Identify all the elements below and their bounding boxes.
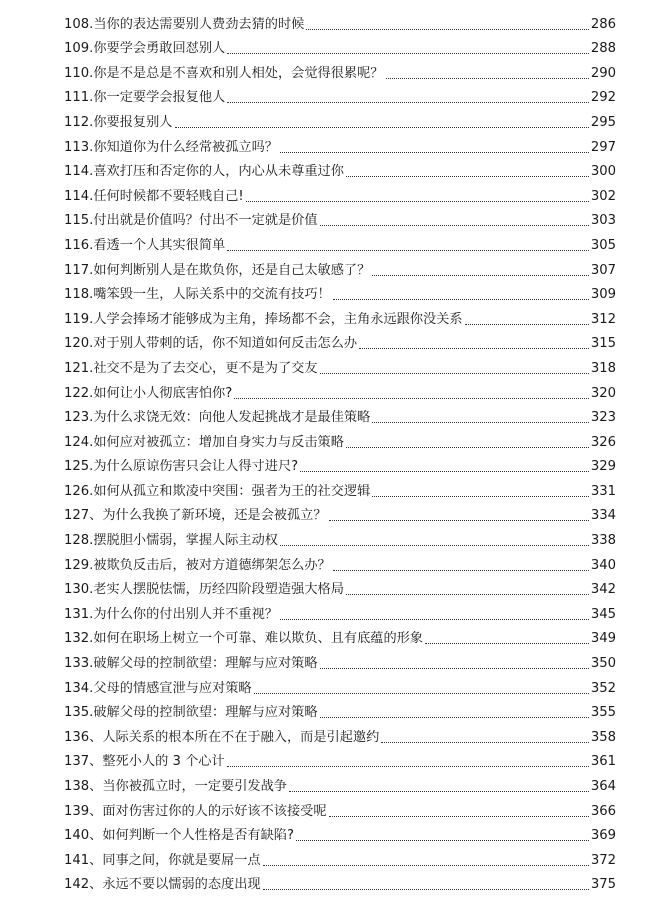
toc-entry[interactable] <box>64 180 616 205</box>
dot-leader <box>280 152 589 153</box>
dot-leader <box>227 53 589 54</box>
toc-entry-title: 120.对于别人带刺的话，你不知道如何反击怎么办 <box>64 336 358 352</box>
dot-leader <box>246 201 589 202</box>
toc-entry-page: 292 <box>590 90 616 106</box>
toc-entry[interactable] <box>64 721 616 746</box>
toc-entry-title: 119.人学会捧场才能够成为主角，捧场都不会，主角永远跟你没关系 <box>64 311 463 327</box>
toc-entry-title: 117.如何判断别人是在欺负你，还是自己太敏感了？ <box>64 262 371 278</box>
toc-entry[interactable] <box>64 697 616 722</box>
dot-leader <box>296 840 589 841</box>
toc-entry[interactable] <box>64 672 616 697</box>
toc-entry-title: 132.如何在职场上树立一个可靠、难以欺负、且有底蕴的形象 <box>64 631 424 647</box>
toc-entry[interactable] <box>64 549 616 574</box>
toc-entry-title: 114.任何时候都不要轻贱自己! <box>64 188 244 204</box>
dot-leader <box>381 742 589 743</box>
dot-leader <box>320 717 589 718</box>
toc-entry[interactable] <box>64 500 616 525</box>
toc-entry-page: 300 <box>590 164 616 180</box>
toc-entry-title: 136、人际关系的根本所在不在于融入，而是引起邀约 <box>64 729 380 745</box>
toc-entry-page: 342 <box>590 582 616 598</box>
dot-leader <box>372 275 589 276</box>
toc-entry-title: 115.付出就是价值吗？付出不一定就是价值 <box>64 213 318 229</box>
toc-entry-page: 334 <box>590 508 616 524</box>
toc-entry-page: 364 <box>590 779 616 794</box>
dot-leader <box>289 791 589 792</box>
toc-entry-title: 130.老实人摆脱怯懦，历经四阶段塑造强大格局 <box>64 582 344 598</box>
toc-entry-page: 307 <box>590 262 616 278</box>
dot-leader <box>372 496 589 497</box>
toc-entry-title: 142、永远不要以懦弱的态度出现 <box>64 877 261 893</box>
toc-entry[interactable] <box>64 57 616 82</box>
dot-leader <box>280 619 589 620</box>
toc-entry-title: 134.父母的情感宣泄与应对策略 <box>64 680 252 696</box>
toc-entry-page: 320 <box>590 385 616 401</box>
toc-entry-title: 111.你一定要学会报复他人 <box>64 90 226 106</box>
dot-leader <box>234 398 589 399</box>
toc-entry[interactable] <box>64 475 616 500</box>
toc-entry[interactable] <box>64 205 616 230</box>
toc-entry-title: 116.看透一个人其实很简单 <box>64 237 226 253</box>
dot-leader <box>329 816 589 817</box>
dot-leader <box>320 225 589 226</box>
toc-entry-page: 288 <box>590 41 616 57</box>
toc-entry-page: 372 <box>590 852 616 868</box>
toc-entry[interactable] <box>64 598 616 623</box>
toc-entry-page: 349 <box>590 631 616 647</box>
toc-entry[interactable] <box>64 303 616 328</box>
dot-leader <box>346 594 589 595</box>
toc-entry-title: 140、如何判断一个人性格是否有缺陷? <box>64 828 294 844</box>
toc-entry-title: 126.如何从孤立和欺凌中突围：强者为王的社交逻辑 <box>64 483 371 499</box>
toc-entry[interactable] <box>64 131 616 156</box>
dot-leader <box>300 471 589 472</box>
toc-entry-page: 326 <box>590 434 616 450</box>
toc-entry[interactable] <box>64 795 616 820</box>
toc-entry-title: 123.为什么求饶无效：向他人发起挑战才是最佳策略 <box>64 410 371 426</box>
toc-entry[interactable] <box>64 156 616 181</box>
toc-entry-title: 139、面对伤害过你的人的示好该不该接受呢 <box>64 803 327 819</box>
toc-entry[interactable] <box>64 352 616 377</box>
toc-entry-title: 110.你是不是总是不喜欢和别人相处，会觉得很累呢？ <box>64 65 384 81</box>
toc-entry[interactable] <box>64 254 616 279</box>
toc-entry-page: 340 <box>590 557 616 573</box>
toc-entry-title: 125.为什么原谅伤害只会让人得寸进尺? <box>64 459 299 475</box>
toc-entry-title: 137、整死小人的 3 个心计 <box>64 754 225 770</box>
toc-entry-title: 124.如何应对被孤立：增加自身实力与反击策略 <box>64 434 344 450</box>
toc-entry-title: 127、为什么我换了新环境，还是会被孤立？ <box>64 508 327 524</box>
toc-entry-page: 297 <box>590 139 616 155</box>
toc-entry-page: 290 <box>590 65 616 81</box>
dot-leader <box>306 29 588 30</box>
toc-entry[interactable] <box>64 229 616 254</box>
toc-entry-title: 135.破解父母的控制欲望：理解与应对策略 <box>64 705 318 721</box>
toc-entry-page: 286 <box>590 16 616 32</box>
dot-leader <box>254 693 589 694</box>
toc-entry-page: 323 <box>590 410 616 426</box>
toc-entry[interactable] <box>64 820 616 845</box>
toc-entry[interactable] <box>64 770 616 795</box>
toc-entry[interactable] <box>64 524 616 549</box>
dot-leader <box>175 127 589 128</box>
dot-leader <box>359 348 589 349</box>
dot-leader <box>346 176 589 177</box>
toc-entry[interactable] <box>64 844 616 869</box>
toc-entry-title: 109.你要学会勇敢回怼别人 <box>64 41 226 57</box>
toc-entry-page: 361 <box>590 754 616 770</box>
dot-leader <box>263 865 589 866</box>
dot-leader <box>227 766 589 767</box>
toc-entry-title: 112.你要报复别人 <box>64 114 173 130</box>
toc-entry[interactable] <box>64 8 616 33</box>
toc-entry-page: 329 <box>590 459 616 475</box>
toc-entry[interactable] <box>64 426 616 451</box>
toc-entry[interactable] <box>64 623 616 648</box>
toc-entry-title: 118.嘴笨毁一生，人际关系中的交流有技巧！ <box>64 287 331 303</box>
dot-leader <box>329 520 589 521</box>
toc-entry-page: 338 <box>590 533 616 549</box>
toc-entry[interactable] <box>64 869 616 894</box>
toc-entry-title: 133.破解父母的控制欲望：理解与应对策略 <box>64 656 318 672</box>
table-of-contents <box>64 8 616 893</box>
toc-entry-title: 121.社交不是为了去交心，更不是为了交友 <box>64 360 318 376</box>
toc-entry[interactable] <box>64 574 616 599</box>
toc-entry-page: 302 <box>590 188 616 204</box>
dot-leader <box>280 545 589 546</box>
toc-entry[interactable] <box>64 279 616 304</box>
toc-entry-title: 113.你知道你为什么经常被孤立吗？ <box>64 139 278 155</box>
toc-entry-title: 122.如何让小人彻底害怕你? <box>64 385 233 401</box>
toc-entry-title: 141、同事之间，你就是要屌一点 <box>64 852 261 868</box>
toc-entry[interactable] <box>64 328 616 353</box>
toc-entry-page: 375 <box>590 877 616 893</box>
toc-entry[interactable] <box>64 82 616 107</box>
dot-leader <box>320 668 589 669</box>
toc-entry-page: 345 <box>590 606 616 622</box>
toc-entry-page: 303 <box>590 213 616 229</box>
toc-entry[interactable] <box>64 746 616 771</box>
toc-entry-title: 108.当你的表达需要别人费劲去猜的时候 <box>64 16 305 32</box>
toc-entry[interactable] <box>64 106 616 131</box>
dot-leader <box>386 78 589 79</box>
toc-entry-page: 295 <box>590 114 616 130</box>
toc-entry-page: 318 <box>590 360 616 376</box>
toc-entry-title: 129.被欺负反击后，被对方道德绑架怎么办？ <box>64 557 331 573</box>
dot-leader <box>425 643 589 644</box>
toc-entry-page: 312 <box>590 311 616 327</box>
toc-entry-title: 138、当你被孤立时，一定要引发战争 <box>64 779 287 794</box>
dot-leader <box>333 570 589 571</box>
dot-leader <box>227 250 589 251</box>
dot-leader <box>346 447 589 448</box>
toc-entry-page: 355 <box>590 705 616 721</box>
toc-entry[interactable] <box>64 647 616 672</box>
toc-entry[interactable] <box>64 402 616 427</box>
toc-entry-page: 352 <box>590 680 616 696</box>
dot-leader <box>333 299 589 300</box>
toc-entry[interactable] <box>64 33 616 58</box>
dot-leader <box>227 102 589 103</box>
toc-entry-page: 350 <box>590 656 616 672</box>
toc-entry-title: 114.喜欢打压和否定你的人，内心从未尊重过你 <box>64 164 344 180</box>
toc-entry-page: 358 <box>590 729 616 745</box>
dot-leader <box>320 373 589 374</box>
dot-leader <box>465 324 589 325</box>
toc-entry-page: 331 <box>590 483 616 499</box>
toc-entry-page: 369 <box>590 828 616 844</box>
toc-entry[interactable] <box>64 377 616 402</box>
dot-leader <box>263 889 589 890</box>
toc-entry-page: 305 <box>590 237 616 253</box>
toc-entry-page: 366 <box>590 803 616 819</box>
dot-leader <box>372 422 589 423</box>
toc-entry-title: 128.摆脱胆小懦弱，掌握人际主动权 <box>64 533 278 549</box>
toc-entry-title: 131.为什么你的付出别人并不重视？ <box>64 606 278 622</box>
toc-entry-page: 309 <box>590 287 616 303</box>
toc-entry-page: 315 <box>590 336 616 352</box>
toc-entry[interactable] <box>64 451 616 476</box>
